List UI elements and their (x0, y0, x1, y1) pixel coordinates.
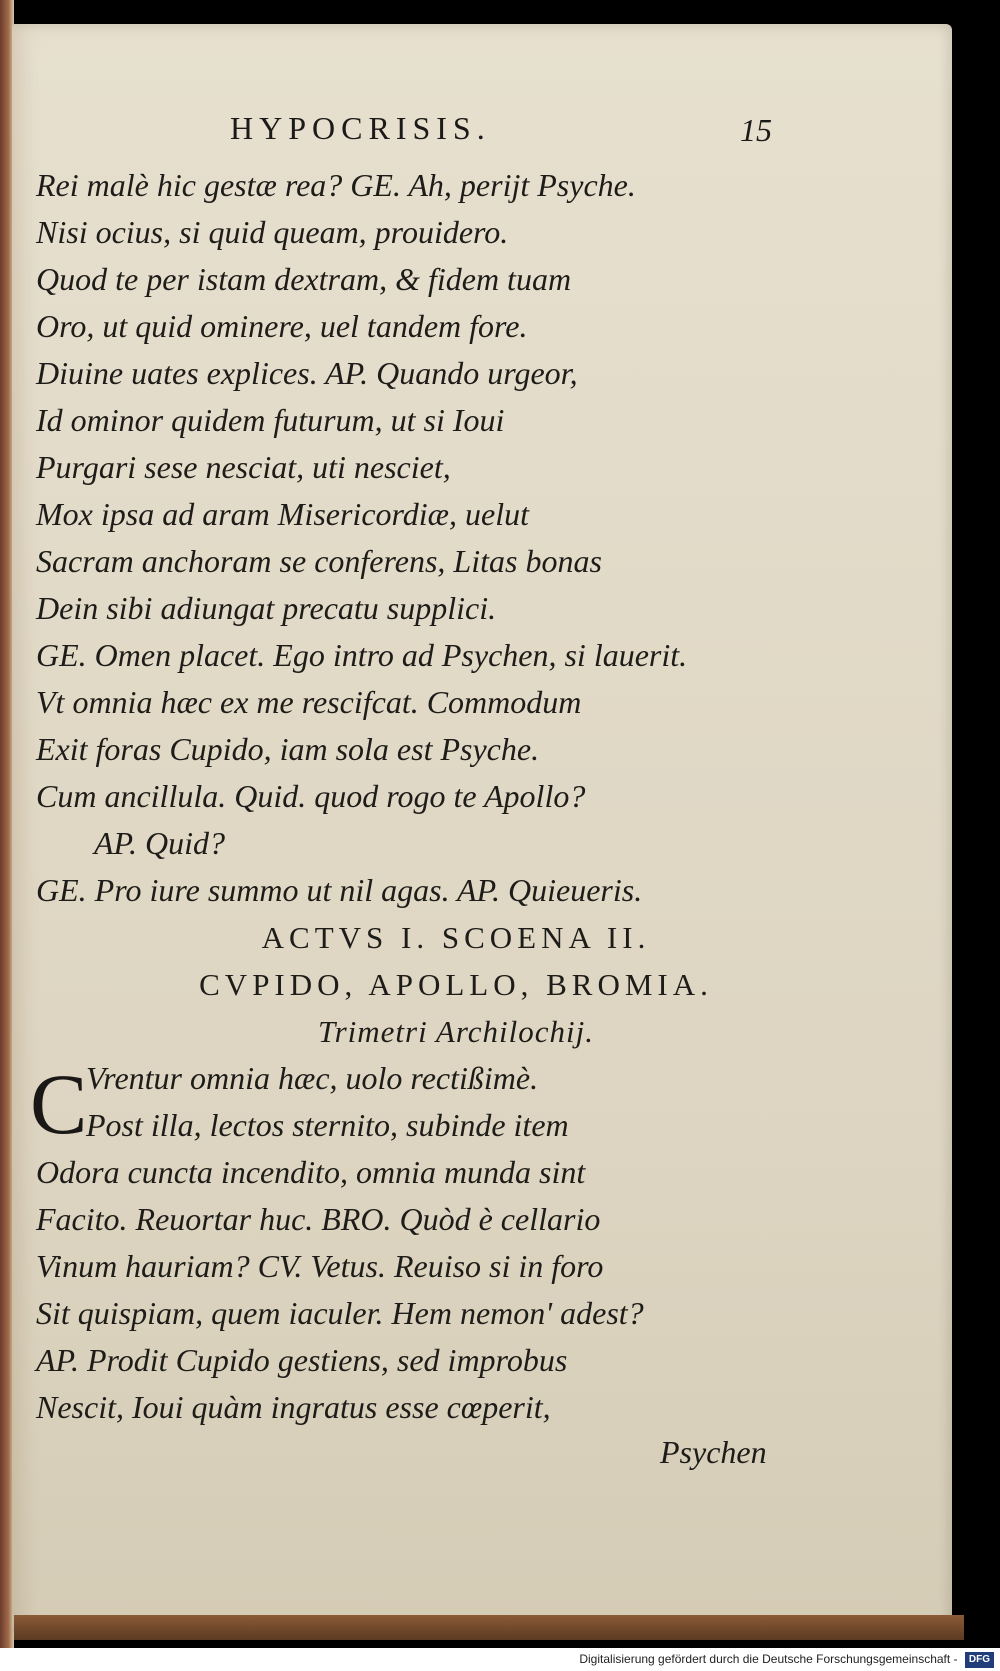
act-heading: ACTVS I. SCOENA II. (261, 920, 651, 955)
text-line: Odora cuncta incendito, omnia munda sint (36, 1154, 586, 1190)
drop-cap: C (30, 1056, 88, 1152)
text-line: Id ominor quidem futurum, ut si Ioui (36, 402, 505, 438)
text-line: Rei malè hic gestæ rea? GE. Ah, perijt Psyche. (36, 167, 636, 203)
catchword: Psychen (660, 1434, 767, 1470)
characters-heading: CVPIDO, APOLLO, BROMIA. (199, 967, 713, 1002)
text-line: Dein sibi adiungat precatu supplici. (36, 590, 497, 626)
text-line: Exit foras Cupido, iam sola est Psyche. (36, 731, 540, 767)
text-line: Sit quispiam, quem iaculer. Hem nemon' adest? (36, 1295, 644, 1331)
text-line: Cum ancillula. Quid. quod rogo te Apollo? (36, 778, 586, 814)
text-line: AP. Prodit Cupido gestiens, sed improbus (36, 1342, 568, 1378)
text-line: Oro, ut quid ominere, uel tandem fore. (36, 308, 528, 344)
page-bottom-edge (14, 1615, 964, 1640)
text-line: Quod te per istam dextram, & fidem tuam (36, 261, 572, 297)
text-line: Vt omnia hæc ex me rescifcat. Commodum (36, 684, 582, 720)
meter-heading: Trimetri Archilochij. (318, 1014, 594, 1049)
text-line: Post illa, lectos sternito, subinde item (86, 1107, 569, 1143)
text-line: AP. Quid? (94, 825, 225, 861)
text-line: Diuine uates explices. AP. Quando urgeor, (36, 355, 578, 391)
dfg-logo: DFG (965, 1652, 994, 1668)
text-line: GE. Omen placet. Ego intro ad Psychen, si lauerit. (36, 637, 688, 673)
digitization-footer (0, 1648, 1000, 1671)
text-line: Nisi ocius, si quid queam, prouidero. (36, 214, 509, 250)
text-line: Facito. Reuortar huc. BRO. Quòd è cellario (36, 1201, 601, 1237)
footer-text: Digitalisierung gefördert durch die Deutsche Forschungsgemeinschaft - (579, 1652, 958, 1666)
running-head: HYPOCRISIS. (230, 110, 491, 146)
text-line: Nescit, Ioui quàm ingratus esse cœperit, (36, 1389, 551, 1425)
text-line: Vinum hauriam? CV. Vetus. Reuiso si in foro (36, 1248, 604, 1284)
text-line: Sacram anchoram se conferens, Litas bonas (36, 543, 602, 579)
text-line: Purgari sese nesciat, uti nesciet, (36, 449, 451, 485)
text-line: GE. Pro iure summo ut nil agas. AP. Quieueris. (36, 872, 643, 908)
text-block (30, 162, 916, 1431)
first-line-text: Vrentur omnia hæc, uolo rectißimè. (86, 1060, 539, 1096)
page-number: 15 (740, 112, 772, 148)
text-line: Mox ipsa ad aram Misericordiæ, uelut (36, 496, 529, 532)
